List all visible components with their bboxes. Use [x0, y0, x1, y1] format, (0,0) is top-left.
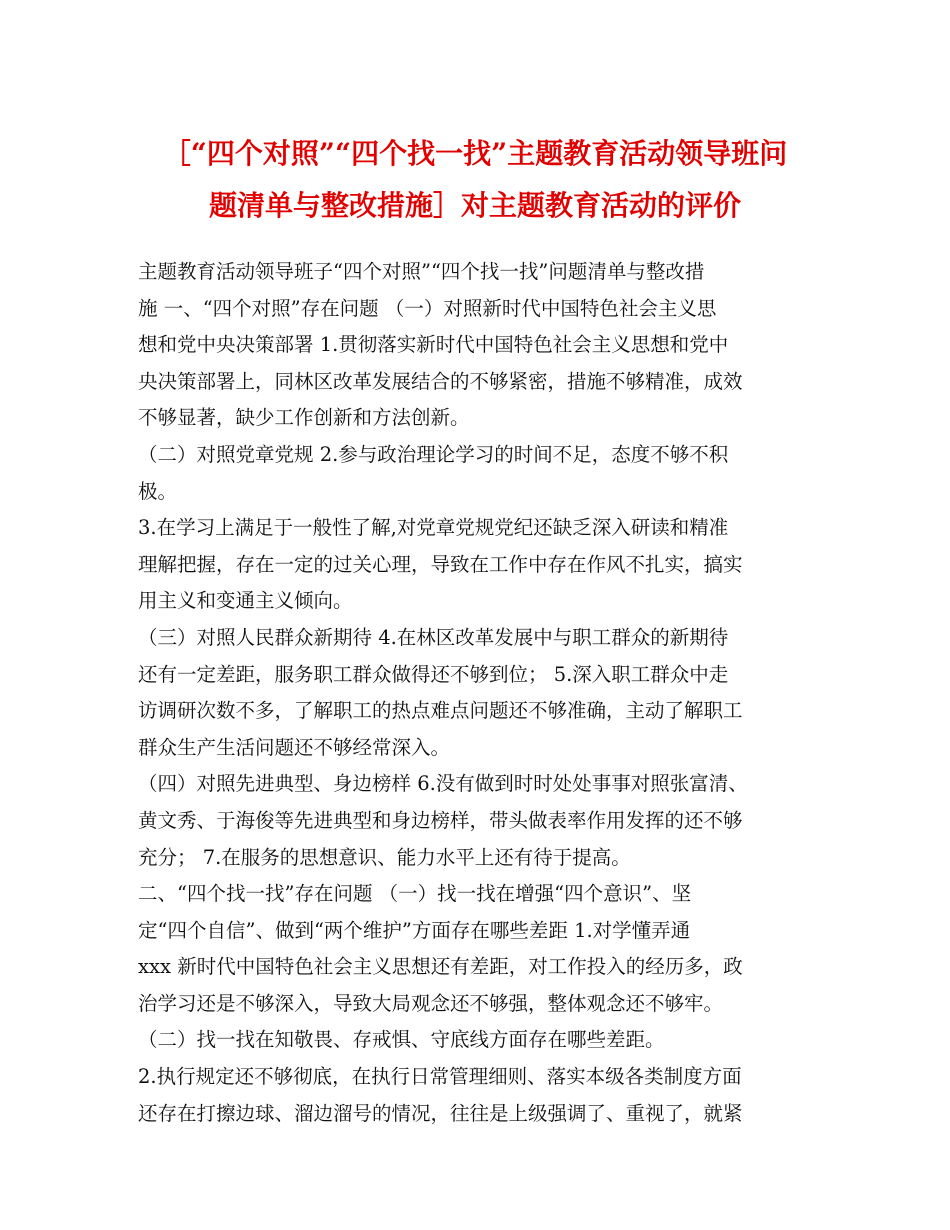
body-line-7: 极。 — [138, 479, 178, 503]
body-line-15: （四）对照先进典型、身边榜样 6.没有做到时时处处事事对照张富清、 — [138, 772, 748, 796]
body-line-14: 群众生产生活问题还不够经常深入。 — [138, 735, 451, 759]
body-line-17: 充分； 7.在服务的思想意识、能力水平上还有待于提高。 — [138, 845, 631, 869]
body-line-4: 央决策部署上，同林区改革发展结合的不够紧密，措施不够精准，成效 — [138, 369, 743, 393]
body-line-10: 用主义和变通主义倾向。 — [138, 589, 353, 613]
document-body — [138, 254, 818, 1132]
document-title — [120, 128, 830, 232]
body-line-21: 治学习还是不够深入，导致大局观念还不够强，整体观念还不够牢。 — [138, 991, 724, 1015]
body-line-13: 访调研次数不多，了解职工的热点难点问题还不够准确，主动了解职工 — [138, 699, 743, 723]
body-line-18: 二、“四个找一找”存在问题 （一）找一找在增强“四个意识”、坚 — [138, 882, 692, 906]
body-line-11: （三）对照人民群众新期待 4.在林区改革发展中与职工群众的新期待 — [138, 625, 729, 649]
body-line-9: 理解把握，存在一定的过关心理，导致在工作中存在作风不扎实，搞实 — [138, 552, 743, 576]
body-line-5: 不够显著，缺少工作创新和方法创新。 — [138, 406, 470, 430]
body-line-8: 3.在学习上满足于一般性了解,对党章党规党纪还缺乏深入研读和精准 — [138, 516, 729, 540]
body-line-24: 还存在打擦边球、溜边溜号的情况，往往是上级强调了、重视了，就紧 — [138, 1101, 743, 1125]
body-line-3: 想和党中央决策部署 1.贯彻落实新时代中国特色社会主义思想和党中 — [138, 333, 729, 357]
body-line-2: 施 一、“四个对照”存在问题 （一）对照新时代中国特色社会主义思 — [138, 296, 717, 320]
body-line-20: xxx 新时代中国特色社会主义思想还有差距，对工作投入的经历多，政 — [138, 955, 743, 979]
body-line-19: 定“四个自信”、做到“两个维护”方面存在哪些差距 1.对学懂弄通 — [138, 918, 691, 942]
body-line-23: 2.执行规定还不够彻底，在执行日常管理细则、落实本级各类制度方面 — [138, 1065, 742, 1089]
body-line-6: （二）对照党章党规 2.参与政治理论学习的时间不足，态度不够不积 — [138, 442, 729, 466]
body-line-16: 黄文秀、于海俊等先进典型和身边榜样，带头做表率作用发挥的还不够 — [138, 808, 743, 832]
body-line-22: （二）找一找在知敬畏、存戒惧、守底线方面存在哪些差距。 — [138, 1028, 665, 1052]
title-line-2: 题清单与整改措施］对主题教育活动的评价 — [208, 189, 741, 222]
body-line-12: 还有一定差距，服务职工群众做得还不够到位； 5.深入职工群众中走 — [138, 662, 729, 686]
body-line-1: 主题教育活动领导班子“四个对照”“四个找一找”问题清单与整改措 — [138, 260, 705, 283]
title-line-1: ［“四个对照”“四个找一找”主题教育活动领导班问 — [162, 137, 788, 170]
